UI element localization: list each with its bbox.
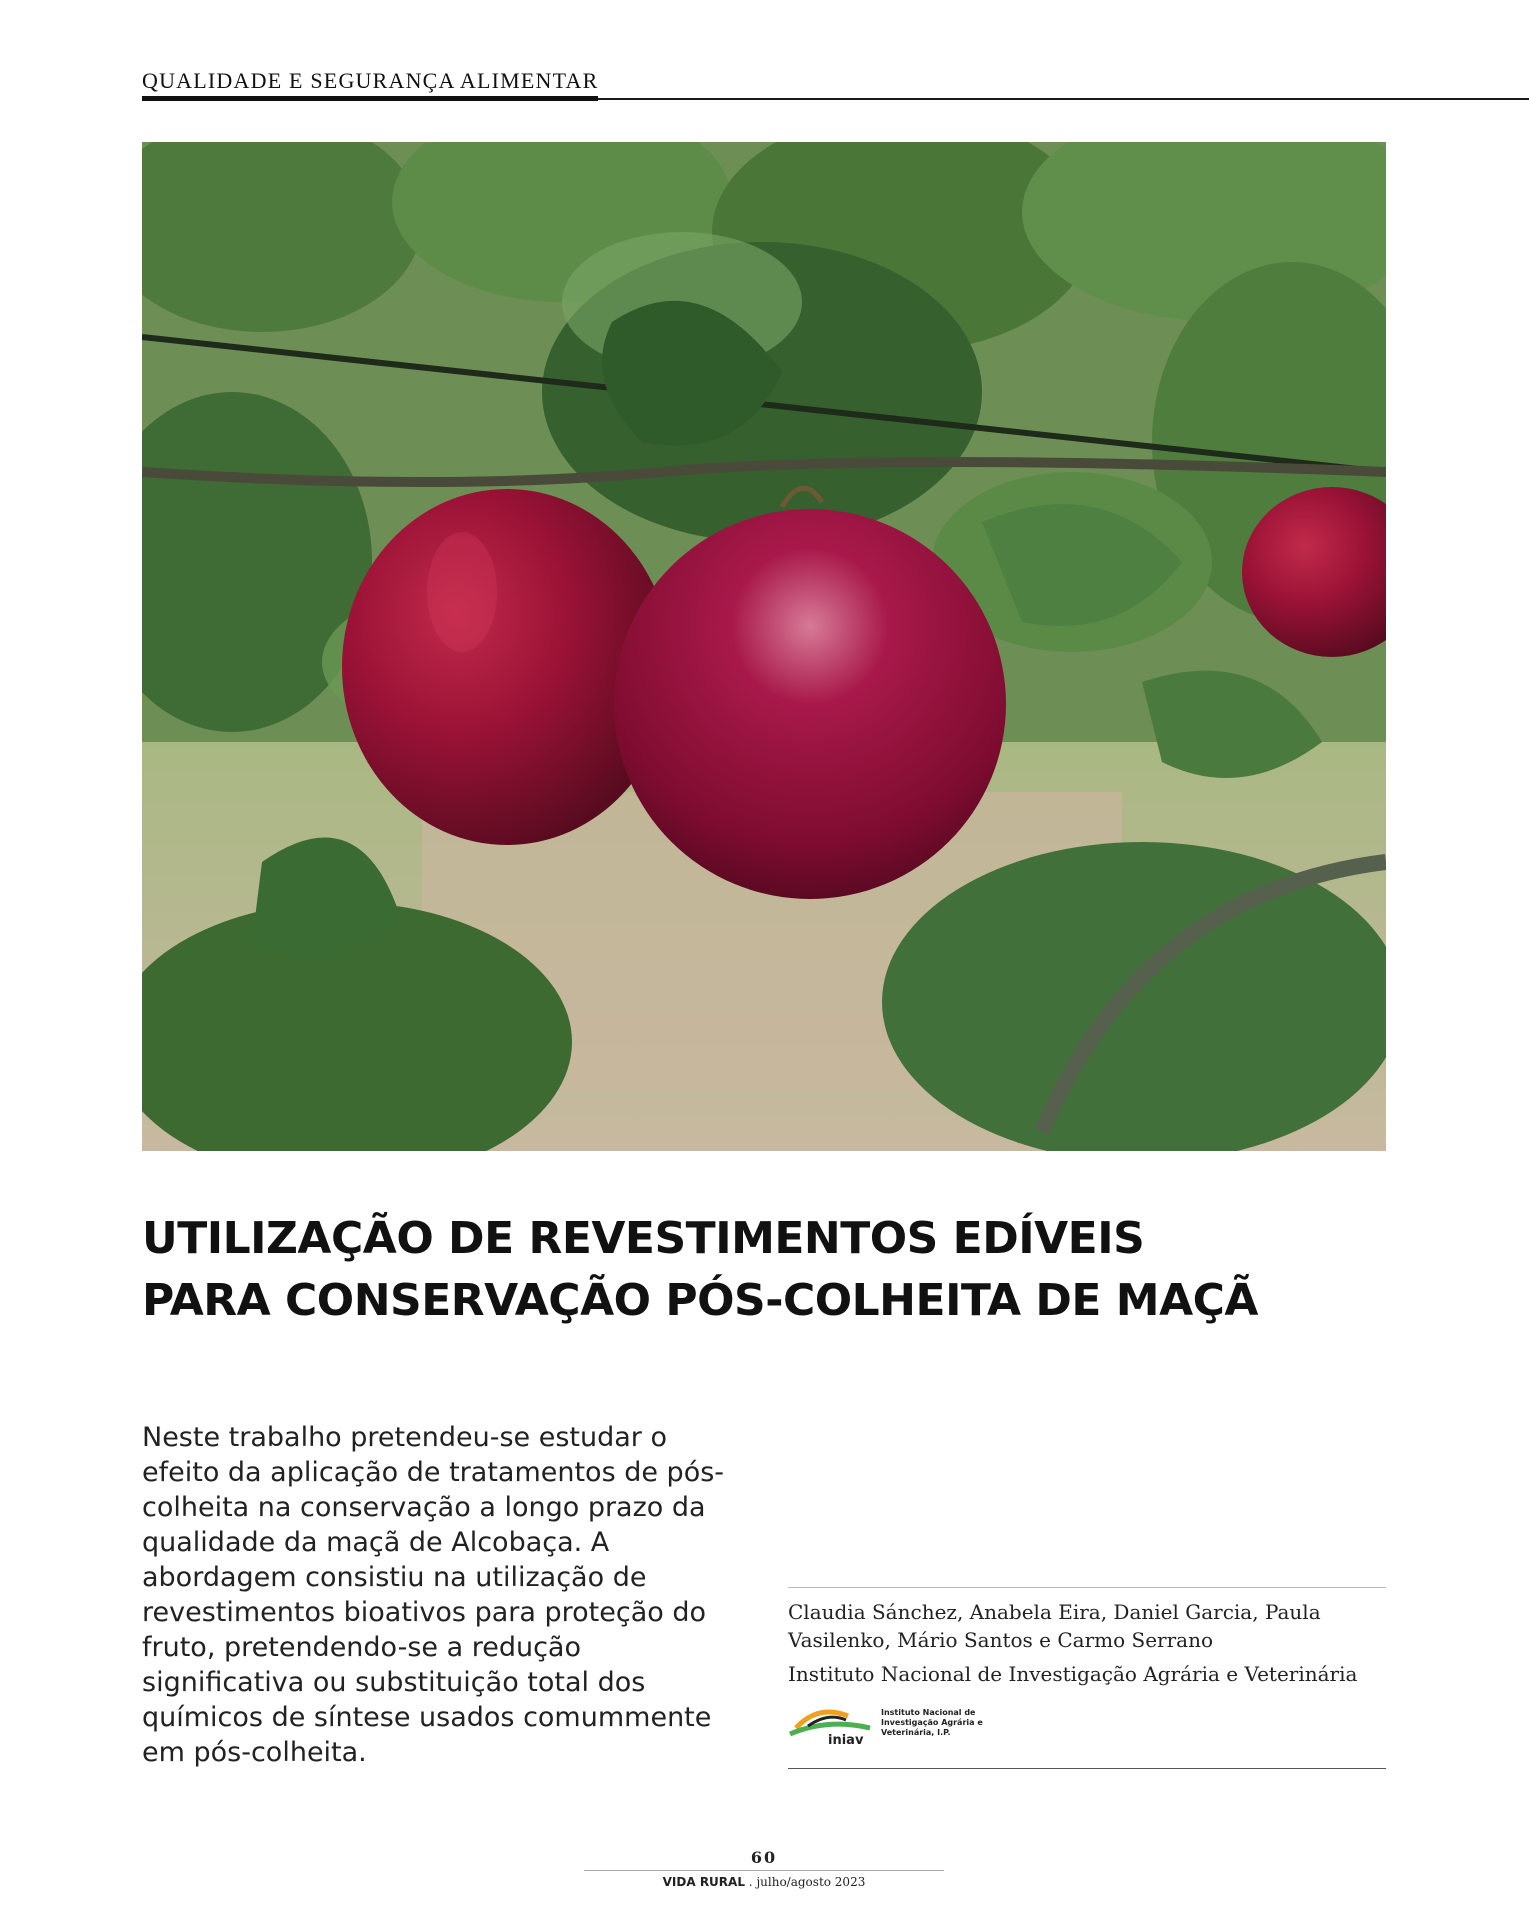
authors: Claudia Sánchez, Anabela Eira, Daniel Garcia, Paula Vasilenko, Mário Santos e Carmo Serrano [788, 1600, 1321, 1652]
byline-box [788, 1587, 1386, 1769]
article-photo [142, 142, 1386, 1151]
logo-wordmark: iniav [828, 1733, 864, 1748]
red-apples-on-tree-icon [142, 142, 1386, 1151]
publication-separator: . [744, 1875, 757, 1889]
headline-line-2: PARA CONSERVAÇÃO PÓS-COLHEITA DE MAÇÃ [142, 1275, 1258, 1326]
section-header [142, 64, 1529, 100]
logo-caption: Instituto Nacional de Investigação Agrária e Veterinária, I.P. [881, 1708, 983, 1737]
institute-name: Instituto Nacional de Investigação Agrária e Veterinária [788, 1662, 1358, 1686]
iniav-logo [788, 1698, 1018, 1750]
article-headline [142, 1208, 1386, 1332]
page-footer [584, 1848, 944, 1889]
section-label: QUALIDADE E SEGURANÇA ALIMENTAR [142, 68, 598, 101]
lead-paragraph: Neste trabalho pretendeu-se estudar o efeito da aplicação de tratamentos de pós-colheita na conservação a longo prazo da qualidade da maçã de Alcobaça. A abordagem consistiu na utilização de revestimentos bioativos para proteção do fruto, pretendendo-se a redução significativa ou substituição total dos químicos de síntese usados comummente em pós-colheita. [142, 1422, 725, 1768]
publication-date: julho/agosto 2023 [756, 1875, 866, 1889]
headline-line-1: UTILIZAÇÃO DE REVESTIMENTOS EDÍVEIS [142, 1213, 1145, 1264]
page-number: 60 [584, 1848, 944, 1871]
publication-name: VIDA RURAL [662, 1875, 745, 1889]
iniav-logo-icon [788, 1698, 880, 1748]
publication-line [584, 1875, 944, 1889]
